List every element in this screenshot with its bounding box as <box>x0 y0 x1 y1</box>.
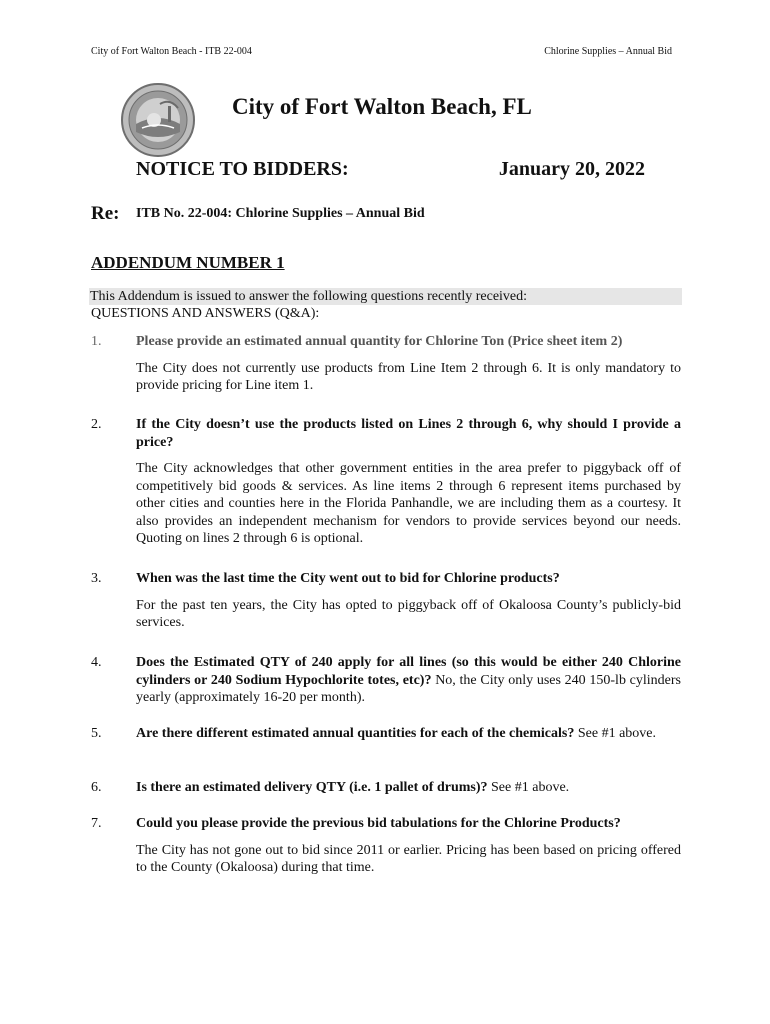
qa-item <box>91 570 681 632</box>
addendum-heading: ADDENDUM NUMBER 1 <box>91 253 285 272</box>
qa-item <box>91 333 681 395</box>
qa-item <box>91 725 681 743</box>
qa-number: 2. <box>91 417 102 432</box>
qa-answer: For the past ten years, the City has opted to piggyback off of Okaloosa County’s publicly-bid services. <box>136 597 681 630</box>
qa-number: 4. <box>91 655 102 670</box>
qa-question: Could you please provide the previous bid tabulations for the Chlorine Products? <box>136 816 621 831</box>
qa-question: Please provide an estimated annual quantity for Chlorine Ton (Price sheet item 2) <box>136 334 623 349</box>
page-title: City of Fort Walton Beach, FL <box>232 94 532 119</box>
qa-answer: The City acknowledges that other government entities in the area prefer to piggyback off of competitively bid goods & services. As line items 2 through 6 represent items purchased by other cities and counties here in the Florida Panhandle, we are including them as a courtesy. It also provides an independent mechanism for vendors to provide services beyond our needs. Quoting on lines 2 through 6 is optional. <box>136 461 681 546</box>
running-header-right: Chlorine Supplies – Annual Bid <box>544 46 672 57</box>
qa-item <box>91 416 681 548</box>
re-label: Re: <box>91 203 120 224</box>
qa-item <box>91 815 681 877</box>
qa-number: 3. <box>91 571 102 586</box>
qa-answer: See #1 above. <box>487 780 570 795</box>
qa-answer: The City has not gone out to bid since 2011 or earlier. Pricing has been based on pricing offered to the County (Okaloosa) during that time. <box>136 842 681 875</box>
re-subject: ITB No. 22-004: Chlorine Supplies – Annual Bid <box>136 206 425 221</box>
city-seal-logo <box>120 82 196 158</box>
qa-item <box>91 779 681 797</box>
qa-question-with-answer <box>136 654 681 707</box>
qa-question: Are there different estimated annual quantities for each of the chemicals? <box>136 726 575 741</box>
qa-answer: The City does not currently use products from Line Item 2 through 6. It is only mandatory to provide pricing for Line item 1. <box>136 360 681 393</box>
qa-number: 7. <box>91 816 102 831</box>
intro-text: This Addendum is issued to answer the following questions recently received: <box>89 288 682 305</box>
qa-answer: No, the City only uses 240 150-lb cylinders yearly (approximately 16-20 per month). <box>136 672 681 705</box>
notice-date: January 20, 2022 <box>498 158 645 180</box>
qa-question: Is there an estimated delivery QTY (i.e. 1 pallet of drums)? <box>136 780 488 795</box>
qa-number: 1. <box>91 334 102 349</box>
notice-heading: NOTICE TO BIDDERS: <box>136 158 349 180</box>
qa-heading: QUESTIONS AND ANSWERS (Q&A): <box>91 306 320 321</box>
qa-number: 6. <box>91 780 102 795</box>
qa-question: If the City doesn’t use the products listed on Lines 2 through 6, why should I provide a price? <box>136 417 681 450</box>
running-header-left: City of Fort Walton Beach - ITB 22-004 <box>91 46 252 57</box>
qa-question: Does the Estimated QTY of 240 apply for all lines (so this would be either 240 Chlorine cylinders or 240 Sodium Hypochlorite totes, etc)? <box>136 655 681 688</box>
qa-item <box>91 654 681 707</box>
qa-number: 5. <box>91 726 102 741</box>
qa-question-with-answer <box>136 725 681 743</box>
qa-question: When was the last time the City went out to bid for Chlorine products? <box>136 571 560 586</box>
qa-question-with-answer <box>136 779 681 797</box>
qa-answer: See #1 above. <box>574 726 657 741</box>
